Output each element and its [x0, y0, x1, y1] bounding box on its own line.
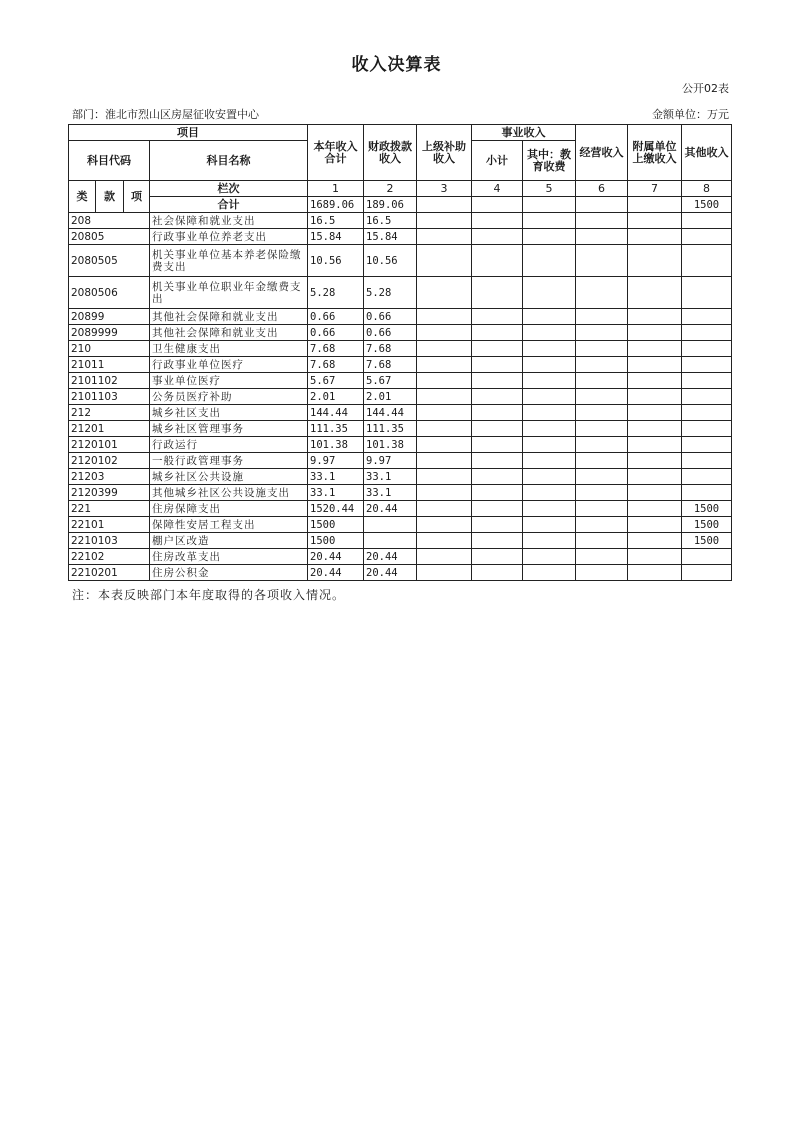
row-col4: [472, 421, 523, 437]
row-name: 其他城乡社区公共设施支出: [150, 485, 308, 501]
table-row: [69, 517, 732, 533]
row-col6: [576, 405, 628, 421]
row-col6: [576, 357, 628, 373]
amount-unit-label: 金额单位：万元: [652, 108, 729, 121]
row-col5: [523, 245, 576, 277]
row-col5: [523, 341, 576, 357]
row-col1: 5.28: [308, 277, 364, 309]
row-col1: 111.35: [308, 421, 364, 437]
row-col8: [682, 277, 732, 309]
row-col7: [628, 453, 682, 469]
row-col1: 1500: [308, 517, 364, 533]
column-number: 6: [576, 181, 628, 197]
row-col8: [682, 453, 732, 469]
row-col8: 1500: [682, 501, 732, 517]
row-name: 行政事业单位医疗: [150, 357, 308, 373]
row-col6: [576, 309, 628, 325]
row-col3: [417, 421, 472, 437]
row-name: 卫生健康支出: [150, 341, 308, 357]
row-col4: [472, 549, 523, 565]
row-name: 行政事业单位养老支出: [150, 229, 308, 245]
row-col4: [472, 437, 523, 453]
row-name: 城乡社区公共设施: [150, 469, 308, 485]
row-col2: 111.35: [364, 421, 417, 437]
row-name: 城乡社区管理事务: [150, 421, 308, 437]
row-col5: [523, 549, 576, 565]
row-col1: 2.01: [308, 389, 364, 405]
row-col3: [417, 341, 472, 357]
row-col6: [576, 469, 628, 485]
row-col6: [576, 485, 628, 501]
row-code: 2080505: [69, 245, 150, 277]
row-code: 21201: [69, 421, 150, 437]
row-col3: [417, 277, 472, 309]
table-note: 注：本表反映部门本年度取得的各项收入情况。: [72, 588, 346, 602]
row-col6: [576, 213, 628, 229]
row-col7: [628, 357, 682, 373]
row-name: 住房改革支出: [150, 549, 308, 565]
row-col8: [682, 309, 732, 325]
row-col7: [628, 389, 682, 405]
table-row: [69, 469, 732, 485]
row-col1: 101.38: [308, 437, 364, 453]
header-col4: 小计: [472, 141, 523, 181]
column-number: 1: [308, 181, 364, 197]
row-name: 事业单位医疗: [150, 373, 308, 389]
row-col5: [523, 325, 576, 341]
row-col3: [417, 485, 472, 501]
row-col1: 15.84: [308, 229, 364, 245]
table-row: [69, 245, 732, 277]
header-col6: 经营收入: [576, 125, 628, 181]
header-xiangmu: 项目: [69, 125, 308, 141]
row-col5: [523, 437, 576, 453]
table-row: [69, 485, 732, 501]
total-c7: [628, 197, 682, 213]
income-table: [68, 124, 732, 581]
row-col3: [417, 549, 472, 565]
header-kemu-mingcheng: 科目名称: [150, 141, 308, 181]
row-col2: 5.28: [364, 277, 417, 309]
total-c2: 189.06: [364, 197, 417, 213]
row-col2: 16.5: [364, 213, 417, 229]
row-col4: [472, 245, 523, 277]
row-code: 221: [69, 501, 150, 517]
row-col4: [472, 453, 523, 469]
total-c3: [417, 197, 472, 213]
row-col5: [523, 277, 576, 309]
row-code: 21203: [69, 469, 150, 485]
row-code: 22102: [69, 549, 150, 565]
row-col1: 1500: [308, 533, 364, 549]
row-col8: [682, 245, 732, 277]
row-col4: [472, 405, 523, 421]
header-kuan: 款: [96, 181, 124, 213]
row-name: 住房公积金: [150, 565, 308, 581]
row-col1: 9.97: [308, 453, 364, 469]
row-col3: [417, 437, 472, 453]
row-col7: [628, 469, 682, 485]
table-row: [69, 533, 732, 549]
row-code: 208: [69, 213, 150, 229]
row-col4: [472, 229, 523, 245]
row-col2: 9.97: [364, 453, 417, 469]
row-code: 20805: [69, 229, 150, 245]
row-col1: 5.67: [308, 373, 364, 389]
row-col6: [576, 453, 628, 469]
row-col3: [417, 245, 472, 277]
row-col1: 0.66: [308, 325, 364, 341]
row-col8: [682, 213, 732, 229]
row-col7: [628, 517, 682, 533]
row-col2: 2.01: [364, 389, 417, 405]
row-col6: [576, 341, 628, 357]
row-col5: [523, 517, 576, 533]
row-code: 22101: [69, 517, 150, 533]
header-col3: 上级补助收入: [417, 125, 472, 181]
row-col4: [472, 373, 523, 389]
total-c6: [576, 197, 628, 213]
row-col2: 0.66: [364, 325, 417, 341]
row-col7: [628, 501, 682, 517]
row-col1: 1520.44: [308, 501, 364, 517]
row-col3: [417, 405, 472, 421]
row-col3: [417, 373, 472, 389]
row-code: 21011: [69, 357, 150, 373]
row-col1: 20.44: [308, 565, 364, 581]
table-row: [69, 277, 732, 309]
header-col1: 本年收入合计: [308, 125, 364, 181]
row-col4: [472, 517, 523, 533]
row-name: 机关事业单位基本养老保险缴费支出: [150, 245, 308, 277]
row-col5: [523, 421, 576, 437]
row-name: 一般行政管理事务: [150, 453, 308, 469]
header-col8: 其他收入: [682, 125, 732, 181]
row-col1: 33.1: [308, 469, 364, 485]
row-col6: [576, 373, 628, 389]
row-name: 社会保障和就业支出: [150, 213, 308, 229]
column-number: 8: [682, 181, 732, 197]
row-col2: 20.44: [364, 565, 417, 581]
row-col4: [472, 357, 523, 373]
row-col3: [417, 309, 472, 325]
row-col2: 5.67: [364, 373, 417, 389]
table-row: [69, 453, 732, 469]
row-col3: [417, 213, 472, 229]
row-col5: [523, 501, 576, 517]
row-col2: 0.66: [364, 309, 417, 325]
total-c5: [523, 197, 576, 213]
row-col8: [682, 373, 732, 389]
row-col7: [628, 309, 682, 325]
row-col2: 33.1: [364, 485, 417, 501]
row-col3: [417, 389, 472, 405]
column-number: 5: [523, 181, 576, 197]
row-col7: [628, 421, 682, 437]
row-col6: [576, 245, 628, 277]
table-row: [69, 437, 732, 453]
row-col3: [417, 453, 472, 469]
row-col2: 20.44: [364, 549, 417, 565]
row-col8: [682, 549, 732, 565]
row-col4: [472, 325, 523, 341]
row-col8: [682, 357, 732, 373]
header-col5: 其中：教育收费: [523, 141, 576, 181]
table-row: [69, 565, 732, 581]
total-c1: 1689.06: [308, 197, 364, 213]
column-number: 2: [364, 181, 417, 197]
row-col7: [628, 341, 682, 357]
row-col2: 33.1: [364, 469, 417, 485]
row-col5: [523, 357, 576, 373]
row-col7: [628, 213, 682, 229]
header-col7: 附属单位上缴收入: [628, 125, 682, 181]
table-row: [69, 373, 732, 389]
header-kemu-daima: 科目代码: [69, 141, 150, 181]
row-code: 2080506: [69, 277, 150, 309]
row-col2: 101.38: [364, 437, 417, 453]
row-col7: [628, 485, 682, 501]
row-col3: [417, 469, 472, 485]
row-code: 2101103: [69, 389, 150, 405]
row-col7: [628, 373, 682, 389]
row-col5: [523, 485, 576, 501]
row-col5: [523, 373, 576, 389]
row-name: 公务员医疗补助: [150, 389, 308, 405]
row-col7: [628, 549, 682, 565]
row-code: 2089999: [69, 325, 150, 341]
row-code: 20899: [69, 309, 150, 325]
row-col4: [472, 389, 523, 405]
row-col8: [682, 485, 732, 501]
column-number: 3: [417, 181, 472, 197]
row-col5: [523, 213, 576, 229]
row-col5: [523, 229, 576, 245]
table-row: [69, 421, 732, 437]
row-col5: [523, 389, 576, 405]
row-name: 行政运行: [150, 437, 308, 453]
row-col4: [472, 277, 523, 309]
table-row: [69, 341, 732, 357]
row-col8: [682, 421, 732, 437]
page-title: 收入决算表: [351, 55, 442, 75]
row-col2: 20.44: [364, 501, 417, 517]
table-row: [69, 213, 732, 229]
row-col6: [576, 517, 628, 533]
row-code: 2210201: [69, 565, 150, 581]
row-name: 住房保障支出: [150, 501, 308, 517]
row-col5: [523, 469, 576, 485]
row-col5: [523, 453, 576, 469]
row-col2: 15.84: [364, 229, 417, 245]
row-col7: [628, 533, 682, 549]
row-name: 城乡社区支出: [150, 405, 308, 421]
row-col8: [682, 437, 732, 453]
row-name: 保障性安居工程支出: [150, 517, 308, 533]
header-lei: 类: [69, 181, 96, 213]
row-col4: [472, 469, 523, 485]
row-col7: [628, 245, 682, 277]
row-col6: [576, 533, 628, 549]
row-col5: [523, 309, 576, 325]
row-col8: [682, 341, 732, 357]
row-code: 2120399: [69, 485, 150, 501]
row-col7: [628, 565, 682, 581]
row-col8: [682, 405, 732, 421]
row-col3: [417, 565, 472, 581]
header-shiye: 事业收入: [472, 125, 576, 141]
row-col5: [523, 533, 576, 549]
row-col4: [472, 501, 523, 517]
row-code: 2120102: [69, 453, 150, 469]
table-row: [69, 357, 732, 373]
row-col1: 7.68: [308, 357, 364, 373]
row-col2: 7.68: [364, 357, 417, 373]
row-col6: [576, 421, 628, 437]
table-row: [69, 549, 732, 565]
row-col4: [472, 213, 523, 229]
table-body: [69, 213, 732, 581]
table-row: [69, 309, 732, 325]
row-col5: [523, 405, 576, 421]
header-heji: 合计: [150, 197, 308, 213]
row-col8: [682, 229, 732, 245]
row-col1: 7.68: [308, 341, 364, 357]
row-name: 棚户区改造: [150, 533, 308, 549]
total-c8: 1500: [682, 197, 732, 213]
row-col1: 144.44: [308, 405, 364, 421]
table-row: [69, 229, 732, 245]
column-number: 4: [472, 181, 523, 197]
row-col6: [576, 325, 628, 341]
row-col4: [472, 341, 523, 357]
row-col7: [628, 277, 682, 309]
row-col8: [682, 389, 732, 405]
row-col6: [576, 229, 628, 245]
row-col8: 1500: [682, 517, 732, 533]
department-label: 部门：淮北市烈山区房屋征收安置中心: [72, 108, 259, 121]
row-col2: [364, 517, 417, 533]
row-col7: [628, 229, 682, 245]
table-row: [69, 501, 732, 517]
row-col6: [576, 565, 628, 581]
row-col1: 33.1: [308, 485, 364, 501]
row-col3: [417, 517, 472, 533]
row-col1: 10.56: [308, 245, 364, 277]
row-code: 2210103: [69, 533, 150, 549]
header-xiang: 项: [124, 181, 150, 213]
row-code: 2101102: [69, 373, 150, 389]
table-row: [69, 405, 732, 421]
total-c4: [472, 197, 523, 213]
row-col1: 16.5: [308, 213, 364, 229]
row-col3: [417, 533, 472, 549]
row-col8: [682, 469, 732, 485]
row-name: 其他社会保障和就业支出: [150, 325, 308, 341]
row-code: 212: [69, 405, 150, 421]
row-col4: [472, 533, 523, 549]
row-col4: [472, 565, 523, 581]
table-row: [69, 389, 732, 405]
row-code: 2120101: [69, 437, 150, 453]
row-col7: [628, 437, 682, 453]
header-col2: 财政拨款收入: [364, 125, 417, 181]
row-col3: [417, 229, 472, 245]
row-col8: 1500: [682, 533, 732, 549]
row-col7: [628, 325, 682, 341]
row-col2: 7.68: [364, 341, 417, 357]
row-col4: [472, 485, 523, 501]
row-col7: [628, 405, 682, 421]
table-row: [69, 325, 732, 341]
row-col2: 144.44: [364, 405, 417, 421]
row-name: 机关事业单位职业年金缴费支出: [150, 277, 308, 309]
column-number: 7: [628, 181, 682, 197]
row-col4: [472, 309, 523, 325]
row-col6: [576, 501, 628, 517]
row-col3: [417, 357, 472, 373]
row-col3: [417, 325, 472, 341]
row-col6: [576, 389, 628, 405]
row-name: 其他社会保障和就业支出: [150, 309, 308, 325]
row-col8: [682, 325, 732, 341]
row-col6: [576, 277, 628, 309]
row-col3: [417, 501, 472, 517]
row-col1: 20.44: [308, 549, 364, 565]
row-col1: 0.66: [308, 309, 364, 325]
row-code: 210: [69, 341, 150, 357]
row-col6: [576, 549, 628, 565]
form-number: 公开02表: [682, 82, 729, 95]
row-col5: [523, 565, 576, 581]
row-col2: [364, 533, 417, 549]
row-col6: [576, 437, 628, 453]
row-col8: [682, 565, 732, 581]
header-lanci: 栏次: [150, 181, 308, 197]
row-col2: 10.56: [364, 245, 417, 277]
